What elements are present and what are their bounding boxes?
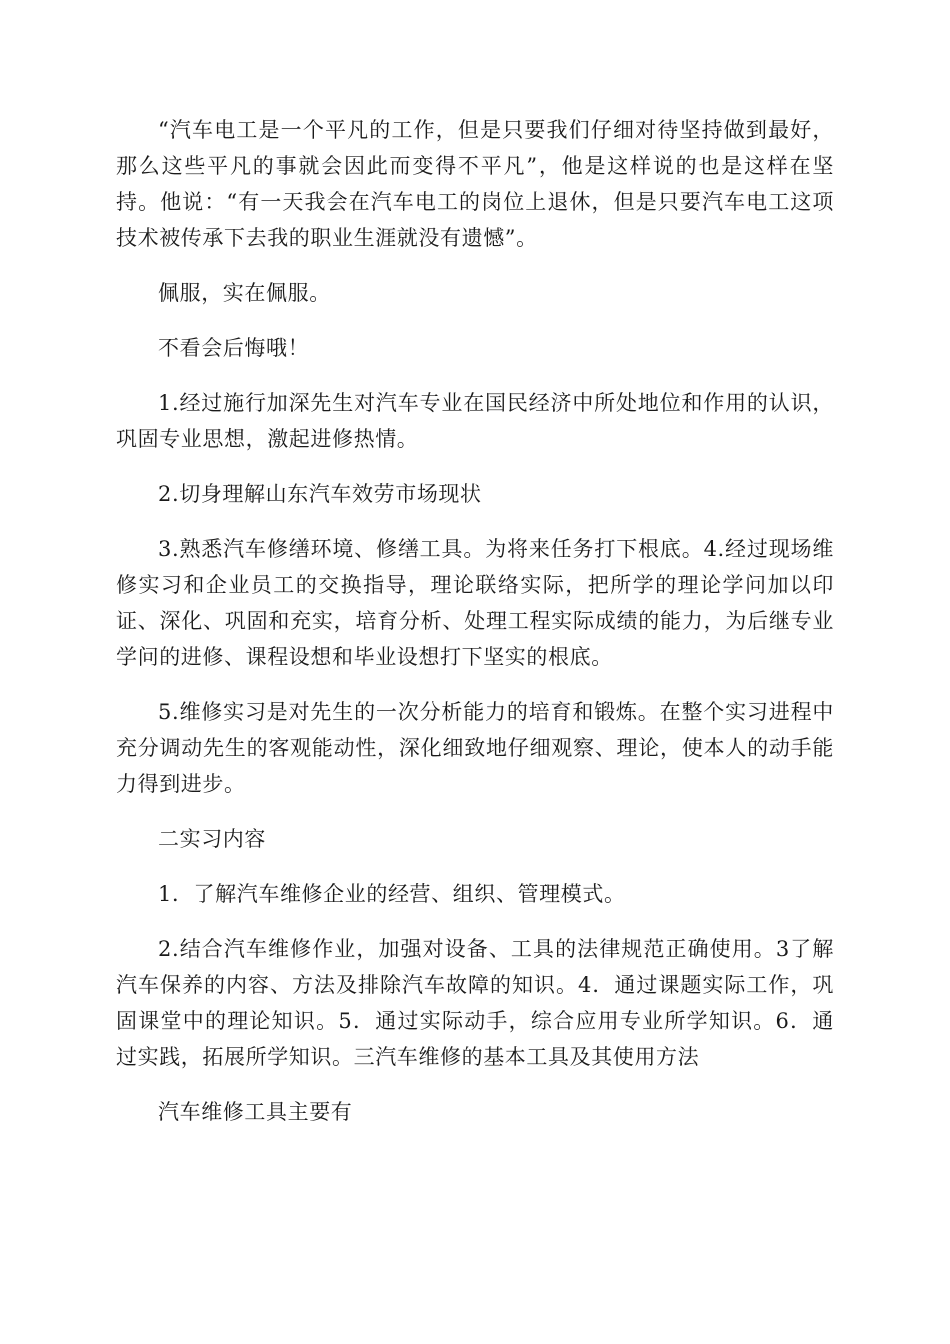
paragraph-item-1: 1.经过施行加深先生对汽车专业在国民经济中所处地位和作用的认识，巩固专业思想，激起进修热情。 xyxy=(116,391,834,451)
paragraph-content-item-1: 1．了解汽车维修企业的经营、组织、管理模式。 xyxy=(158,882,626,906)
paragraph-admiration: 佩服，实在佩服。 xyxy=(158,281,331,305)
paragraph-item-3-4: 3.熟悉汽车修缮环境、修缮工具。为将来任务打下根底。4.经过现场维修实习和企业员工的交换指导，理论联络实际，把所学的理论学问加以印证、深化、巩固和充实，培育分析、处理工程实际成绩的能力，为后继专业学问的进修、课程设想和毕业设想打下坚实的根底。 xyxy=(116,537,834,669)
paragraph-tools-intro: 汽车维修工具主要有 xyxy=(158,1100,353,1124)
paragraph-content-items-2-6: 2.结合汽车维修作业，加强对设备、工具的法律规范正确使用。3了解汽车保养的内容、方法及排除汽车故障的知识。4．通过课题实际工作，巩固课堂中的理论知识。5．通过实际动手，综合应用专业所学知识。6．通过实践，拓展所学知识。三汽车维修的基本工具及其使用方法 xyxy=(116,937,834,1069)
paragraph-item-2: 2.切身理解山东汽车效劳市场现状 xyxy=(158,482,482,506)
document-body xyxy=(116,112,834,1149)
paragraph-no-regret: 不看会后悔哦！ xyxy=(158,336,310,360)
section-heading-internship-content: 二实习内容 xyxy=(158,827,266,851)
paragraph-item-5: 5.维修实习是对先生的一次分析能力的培育和锻炼。在整个实习进程中充分调动先生的客观能动性，深化细致地仔细观察、理论，使本人的动手能力得到进步。 xyxy=(116,700,834,796)
paragraph-quote: “汽车电工是一个平凡的工作，但是只要我们仔细对待坚持做到最好，那么这些平凡的事就会因此而变得不平凡”，他是这样说的也是这样在坚持。他说：“有一天我会在汽车电工的岗位上退休，但是只要汽车电工这项技术被传承下去我的职业生涯就没有遗憾”。 xyxy=(116,118,834,250)
